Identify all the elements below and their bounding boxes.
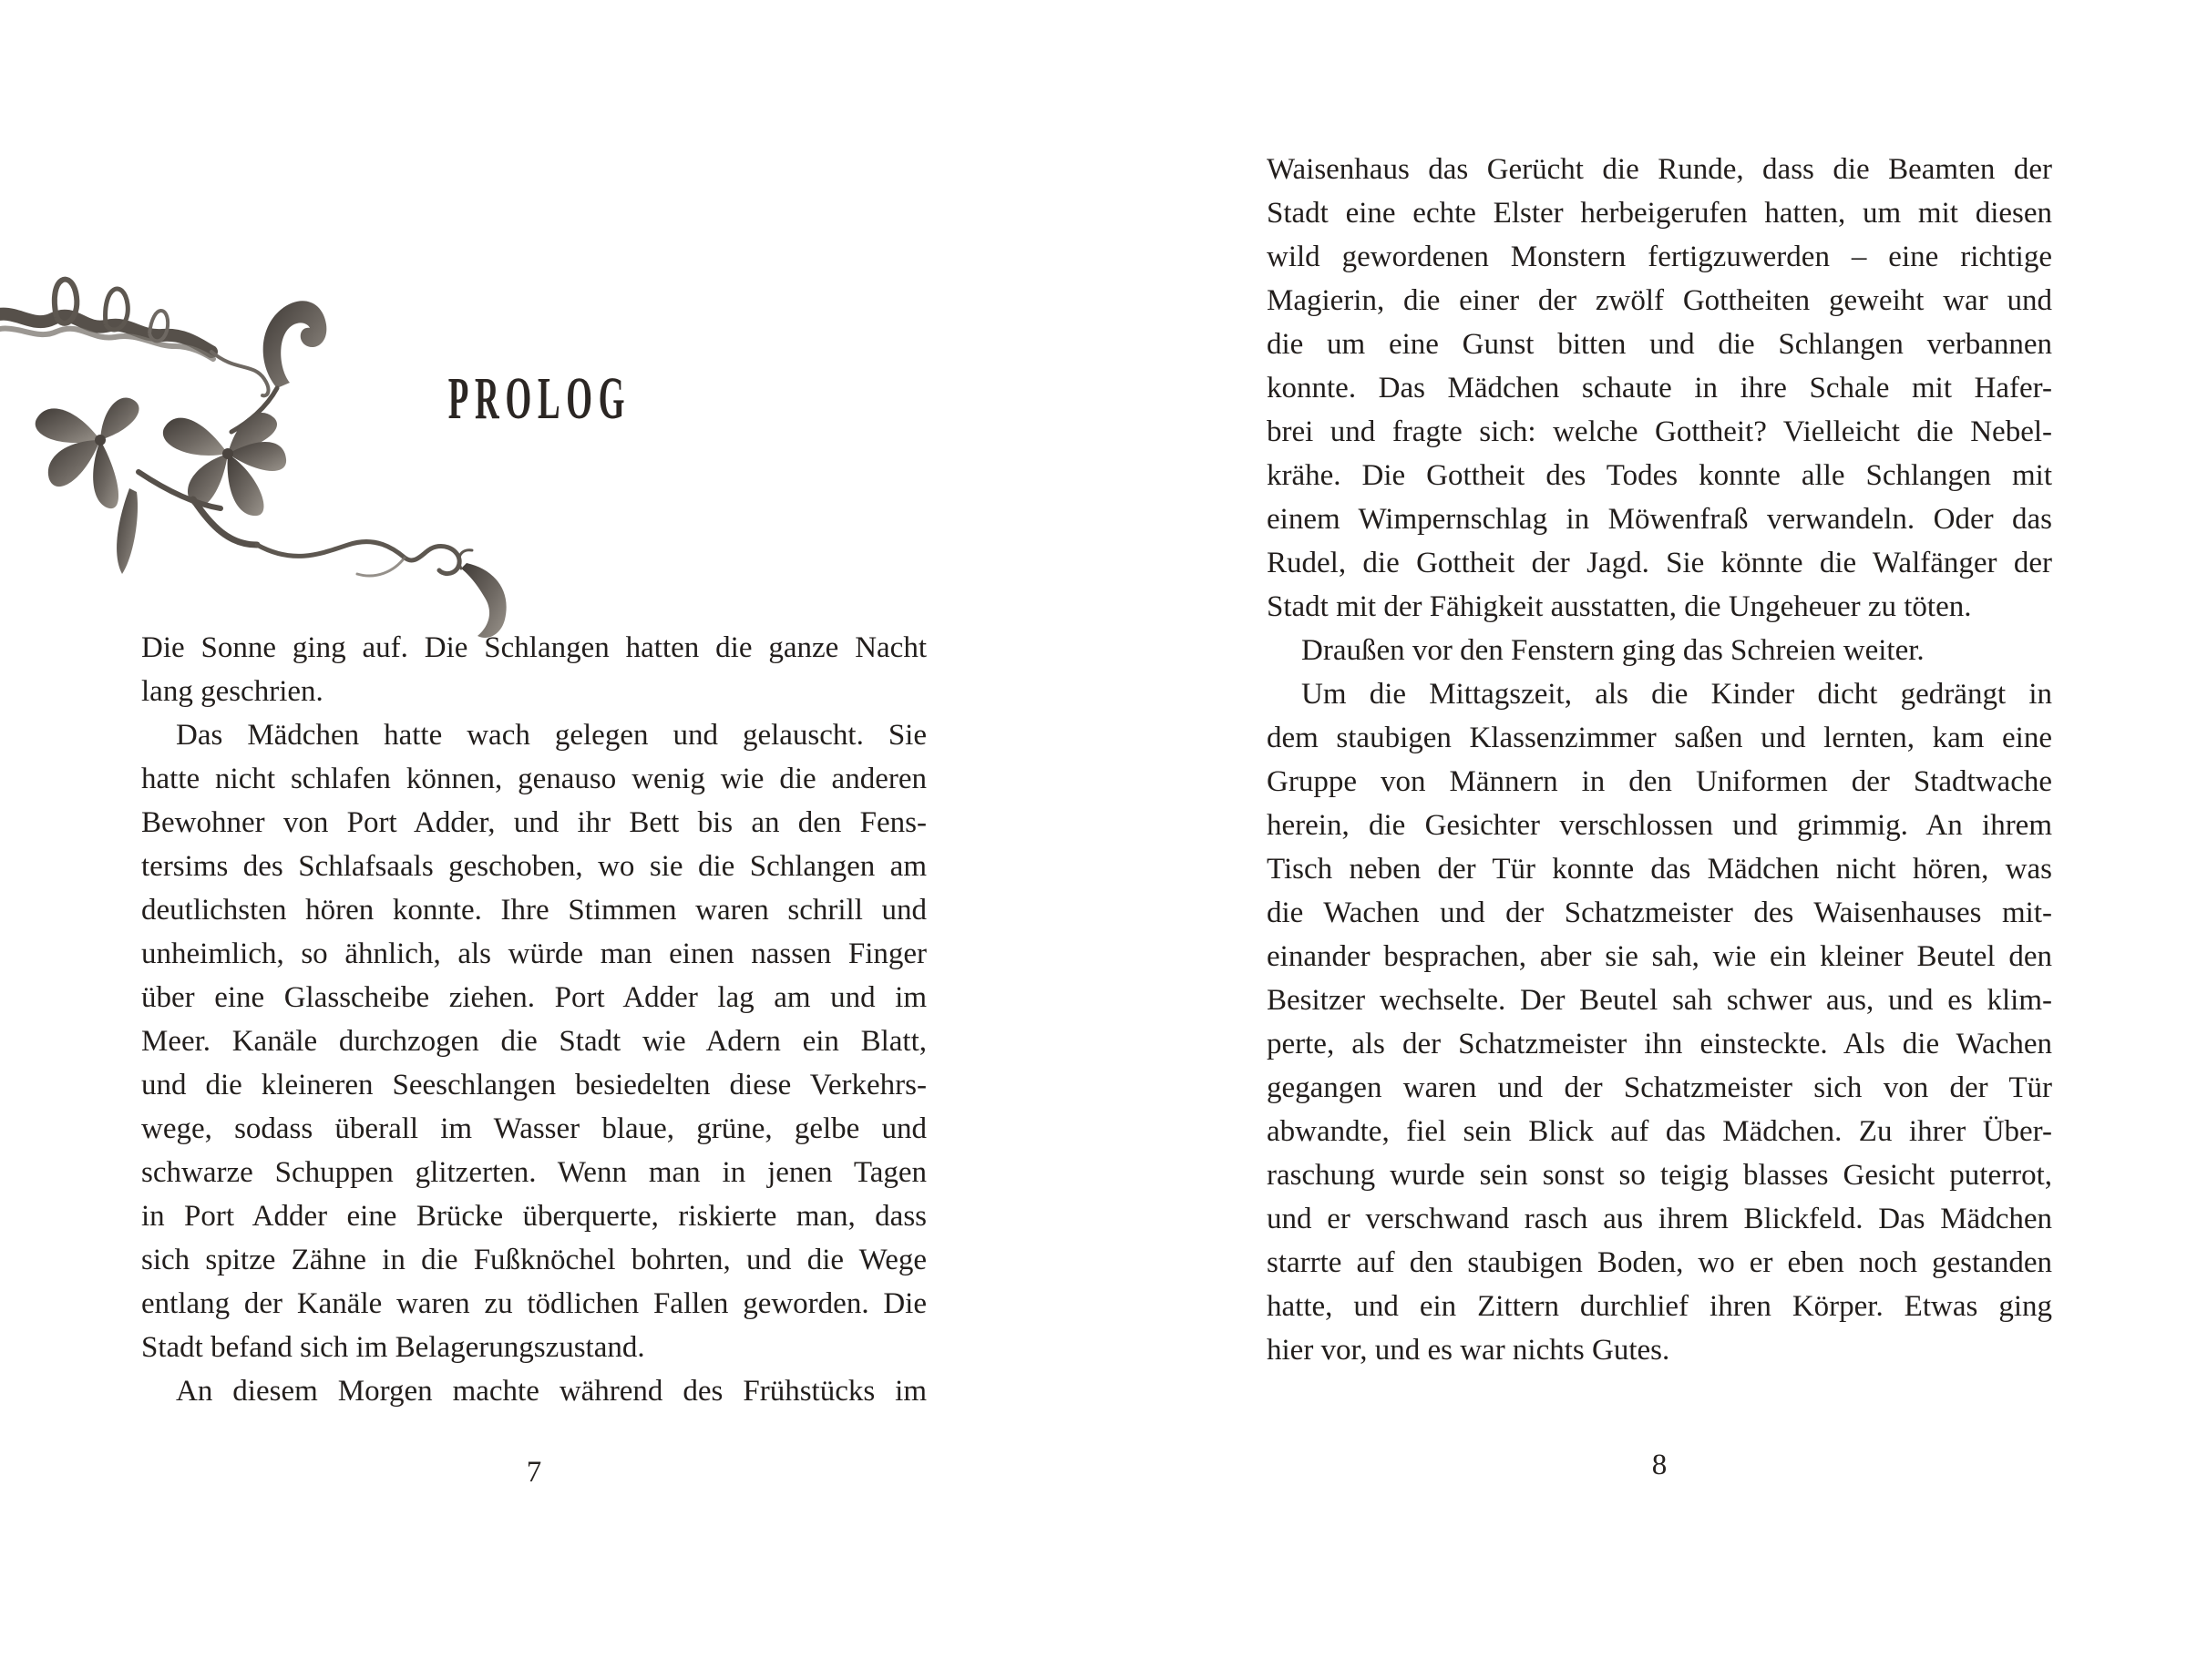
text-line: und die kleineren Seeschlangen besiedelten diese Verkehrs-: [141, 1069, 927, 1101]
text-line: hatte nicht schlafen können, genauso wenig wie die anderen: [141, 763, 927, 795]
text-line: Das Mädchen hatte wach gelegen und gelauscht. Sie: [176, 719, 927, 752]
text-line: die um eine Gunst bitten und die Schlangen verbannen: [1267, 328, 2052, 361]
text-line: lang geschrien.: [141, 675, 323, 708]
chapter-heading-text: PROLOG: [447, 365, 631, 433]
text-line: wege, sodass überall im Wasser blaue, grüne, gelbe und: [141, 1112, 927, 1145]
text-line: dem staubigen Klassenzimmer saßen und lernten, kam eine: [1267, 722, 2052, 754]
text-line: Bewohner von Port Adder, und ihr Bett bis an den Fens-: [141, 806, 927, 839]
text-line: Magierin, die einer der zwölf Gottheiten geweiht war und: [1267, 284, 2052, 317]
text-line: über eine Glasscheibe ziehen. Port Adder lag am und im: [141, 981, 927, 1014]
text-line: konnte. Das Mädchen schaute in ihre Schale mit Hafer-: [1267, 372, 2052, 405]
page-body: [141, 626, 927, 1413]
page-body: [1267, 148, 2052, 1372]
text-line: Um die Mittagszeit, als die Kinder dicht gedrängt in: [1301, 678, 2052, 711]
text-line: Meer. Kanäle durchzogen die Stadt wie Adern ein Blatt,: [141, 1025, 927, 1058]
text-line: tersims des Schlafsaals geschoben, wo sie die Schlangen am: [141, 850, 927, 883]
text-line: brei und fragte sich: welche Gottheit? Vielleicht die Nebel-: [1267, 415, 2052, 448]
text-line: gegangen waren und der Schatzmeister sich von der Tür: [1267, 1071, 2052, 1104]
text-line: Die Sonne ging auf. Die Schlangen hatten die ganze Nacht: [141, 631, 927, 664]
text-line: Rudel, die Gottheit der Jagd. Sie könnte die Walfänger der: [1267, 547, 2052, 579]
text-line: Waisenhaus das Gerücht die Runde, dass die Beamten der: [1267, 153, 2052, 186]
text-line: unheimlich, so ähnlich, als würde man einen nassen Finger: [141, 937, 927, 970]
text-line: herein, die Gesichter verschlossen und grimmig. An ihrem: [1267, 809, 2052, 842]
text-line: Stadt befand sich im Belagerungszustand.: [141, 1331, 645, 1364]
text-line: einander besprachen, aber sie sah, wie ein kleiner Beutel den: [1267, 940, 2052, 973]
text-line: abwandte, fiel sein Blick auf das Mädchen. Zu ihrer Über-: [1267, 1115, 2052, 1148]
text-line: in Port Adder eine Brücke überquerte, riskierte man, dass: [141, 1200, 927, 1233]
text-line: Stadt eine echte Elster herbeigerufen hatten, um mit diesen: [1267, 197, 2052, 230]
text-line: hatte, und ein Zittern durchlief ihren Körper. Etwas ging: [1267, 1290, 2052, 1323]
text-line: starrte auf den staubigen Boden, wo er eben noch gestanden: [1267, 1246, 2052, 1279]
text-line: wild gewordenen Monstern fertigzuwerden – eine richtige: [1267, 241, 2052, 273]
text-line: perte, als der Schatzmeister ihn einsteckte. Als die Wachen: [1267, 1028, 2052, 1060]
text-line: hier vor, und es war nichts Gutes.: [1267, 1334, 1670, 1367]
text-line: entlang der Kanäle waren zu tödlichen Fallen geworden. Die: [141, 1287, 927, 1320]
leaf-cluster: [36, 398, 139, 509]
chapter-heading: [141, 367, 927, 433]
text-line: einem Wimpernschlag in Möwenfraß verwandeln. Oder das: [1267, 503, 2052, 536]
text-line: An diesem Morgen machte während des Frühstücks im: [176, 1375, 927, 1408]
text-line: sich spitze Zähne in die Fußknöchel bohrten, und die Wege: [141, 1244, 927, 1276]
text-line: Stadt mit der Fähigkeit ausstatten, die Ungeheuer zu töten.: [1267, 590, 1972, 623]
page-number: 8: [1651, 1449, 1668, 1481]
text-line: und er verschwand rasch aus ihrem Blickfeld. Das Mädchen: [1267, 1203, 2052, 1235]
text-line: Tisch neben der Tür konnte das Mädchen nicht hören, was: [1267, 853, 2052, 886]
text-line: deutlichsten hören konnte. Ihre Stimmen waren schrill und: [141, 894, 927, 927]
text-line: krähe. Die Gottheit des Todes konnte alle Schlangen mit: [1267, 459, 2052, 492]
page-number: 7: [526, 1456, 542, 1489]
text-line: raschung wurde sein sonst so teigig blasses Gesicht puterrot,: [1267, 1159, 2052, 1192]
text-line: Besitzer wechselte. Der Beutel sah schwer aus, und es klim-: [1267, 984, 2052, 1017]
text-line: Gruppe von Männern in den Uniformen der Stadtwache: [1267, 765, 2052, 798]
text-line: schwarze Schuppen glitzerten. Wenn man in jenen Tagen: [141, 1156, 927, 1189]
text-line: Draußen vor den Fenstern ging das Schreien weiter.: [1301, 634, 1925, 667]
vine-ornament-icon: [0, 244, 543, 656]
text-line: die Wachen und der Schatzmeister des Waisenhauses mit-: [1267, 896, 2052, 929]
